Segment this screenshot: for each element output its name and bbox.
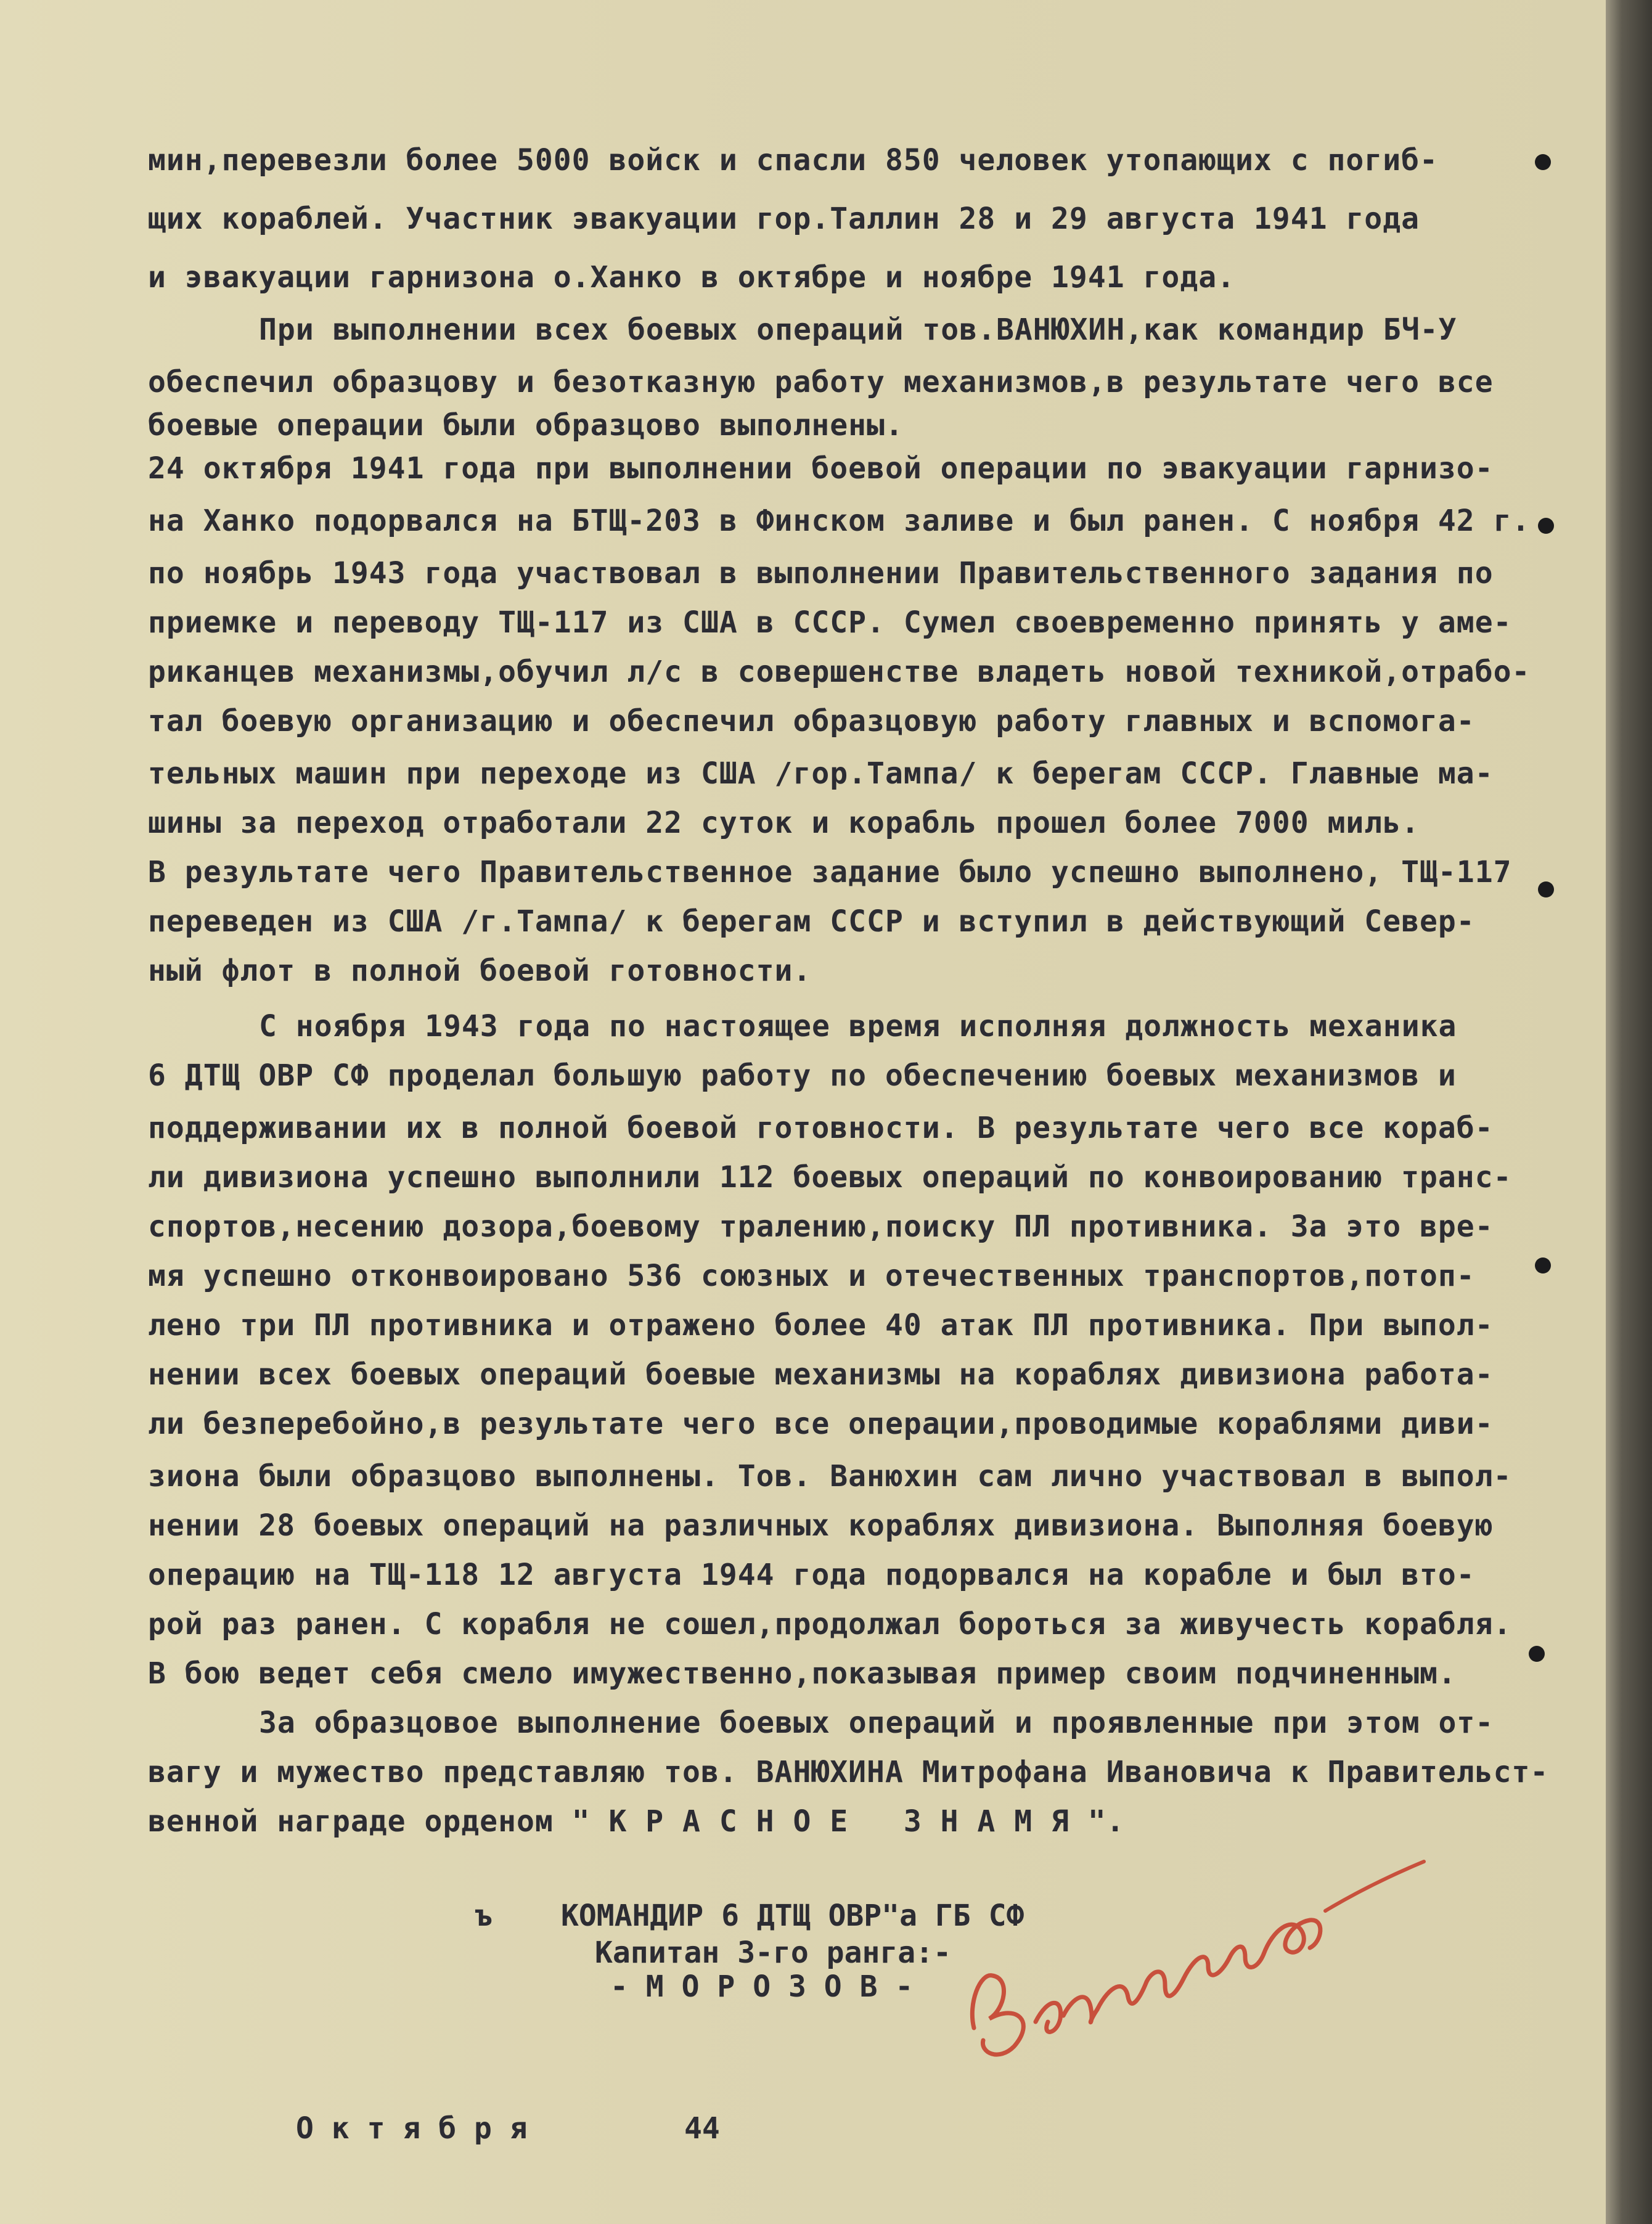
text-line: операцию на ТЩ-118 12 августа 1944 года подорвался на корабле и был вто-: [148, 1558, 1475, 1592]
text-line: 24 октября 1941 года при выполнении боевой операции по эвакуации гарнизо-: [148, 451, 1494, 486]
date-month: О к т я б р я: [296, 2111, 528, 2146]
text-line: 6 ДТЩ ОВР СФ проделал большую работу по обеспечению боевых механизмов и: [148, 1058, 1457, 1093]
punch-hole: [1538, 518, 1554, 534]
text-line: ли безперебойно,в результате чего все операции,проводимые кораблями диви-: [148, 1407, 1494, 1441]
punch-hole: [1529, 1646, 1545, 1662]
signatory-title: КОМАНДИР 6 ДТЩ ОВР"а ГБ СФ: [561, 1899, 1024, 1933]
text-line: по ноябрь 1943 года участвовал в выполнении Правительственного задания по: [148, 556, 1494, 591]
punch-hole: [1538, 881, 1554, 897]
text-line: спортов,несению дозора,боевому тралению,поиску ПЛ противника. За это вре-: [148, 1209, 1494, 1244]
text-line: на Ханко подорвался на БТЩ-203 в Финском заливе и был ранен. С ноября 42 г.: [148, 504, 1531, 538]
text-line: ный флот в полной боевой готовности.: [148, 954, 812, 988]
text-line: обеспечил образцову и безотказную работу механизмов,в результате чего все: [148, 365, 1494, 399]
text-line: и эвакуации гарнизона о.Ханко в октябре и ноябре 1941 года.: [148, 260, 1236, 295]
text-line: вагу и мужество представляю тов. ВАНЮХИНА Митрофана Ивановича к Правительст-: [148, 1755, 1549, 1789]
text-line: нении всех боевых операций боевые механизмы на кораблях дивизиона работа-: [148, 1357, 1494, 1392]
text-line: ли дивизиона успешно выполнили 112 боевых операций по конвоированию транс-: [148, 1160, 1512, 1195]
text-line: тал боевую организацию и обеспечил образцовую работу главных и вспомога-: [148, 704, 1475, 738]
text-line: С ноября 1943 года по настоящее время исполняя должность механика: [259, 1009, 1457, 1044]
text-line: щих кораблей. Участник эвакуации гор.Таллин 28 и 29 августа 1941 года: [148, 202, 1420, 236]
text-line: тельных машин при переходе из США /гор.Тампа/ к берегам СССР. Главные ма-: [148, 756, 1494, 791]
text-line: поддерживании их в полной боевой готовности. В результате чего все кораб-: [148, 1111, 1494, 1145]
text-line: риканцев механизмы,обучил л/с в совершенстве владеть новой техникой,отрабо-: [148, 655, 1531, 689]
text-line: мя успешно отконвоировано 536 союзных и отечественных транспортов,потоп-: [148, 1259, 1475, 1293]
text-line: В результате чего Правительственное задание было успешно выполнено, ТЩ-117: [148, 855, 1512, 889]
text-line: венной награде орденом " К Р А С Н О Е З Н А М Я ".: [148, 1804, 1125, 1839]
text-line: нении 28 боевых операций на различных кораблях дивизиона. Выполняя боевую: [148, 1508, 1494, 1543]
text-line: При выполнении всех боевых операций тов.ВАНЮХИН,как командир БЧ-У: [259, 313, 1457, 347]
punch-hole: [1535, 1257, 1551, 1273]
text-line: боевые операции были образцово выполнены.: [148, 408, 904, 443]
text-line: лено три ПЛ противника и отражено более 40 атак ПЛ противника. При выпол-: [148, 1308, 1494, 1343]
text-line: приемке и переводу ТЩ-117 из США в СССР. Сумел своевременно принять у аме-: [148, 605, 1512, 640]
text-line: рой раз ранен. С корабля не сошел,продолжал бороться за живучесть корабля.: [148, 1607, 1512, 1641]
signatory-name: - М О Р О З О В -: [610, 1969, 914, 2004]
handwritten-signature: [955, 1843, 1436, 2071]
text-line: За образцовое выполнение боевых операций и проявленные при этом от-: [259, 1706, 1494, 1740]
punch-hole: [1535, 154, 1551, 170]
date-year: 44: [684, 2111, 720, 2146]
text-line: мин,перевезли более 5000 войск и спасли 850 человек утопающих с погиб-: [148, 143, 1438, 178]
signatory-rank: Капитан 3-го ранга:-: [595, 1936, 951, 1970]
text-line: зиона были образцово выполнены. Тов. Ванюхин сам лично участвовал в выпол-: [148, 1459, 1512, 1494]
scan-edge: [1606, 0, 1652, 2224]
text-line: В бою ведет себя смело имужественно,показывая пример своим подчиненным.: [148, 1656, 1457, 1691]
text-line: переведен из США /г.Тампа/ к берегам СССР и вступил в действующий Север-: [148, 904, 1475, 939]
signature-marker: ъ: [475, 1899, 493, 1933]
text-line: шины за переход отработали 22 суток и корабль прошел более 7000 миль.: [148, 806, 1420, 840]
